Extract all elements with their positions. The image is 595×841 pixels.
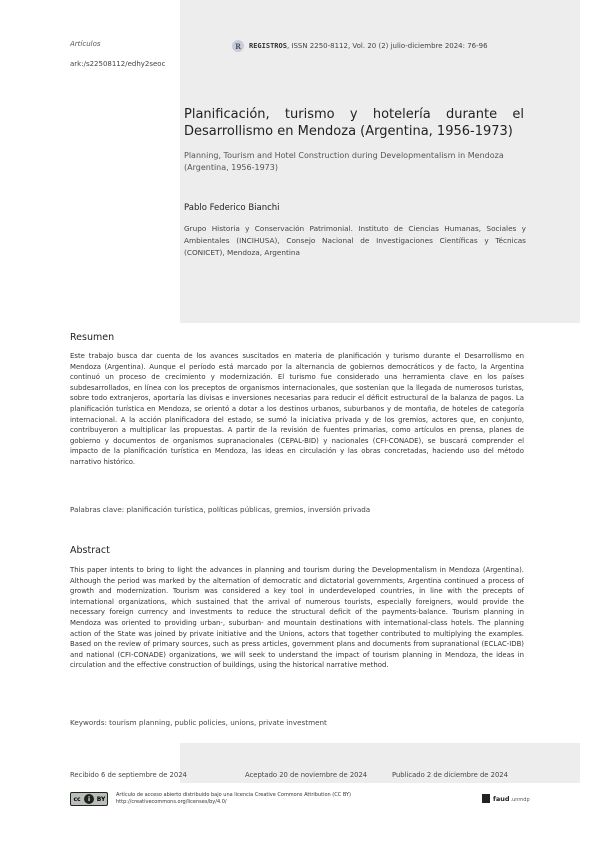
license-url[interactable]: http://creativecommons.org/licenses/by/4.0/ [116, 799, 227, 805]
keywords: Keywords: tourism planning, public policies, unions, private investment [70, 718, 327, 727]
palabras-clave: Palabras clave: planificación turística, políticas públicas, gremios, inversión privada [70, 505, 371, 514]
journal-header [232, 40, 488, 52]
author-affiliation: Grupo Historia y Conservación Patrimonial. Instituto de Ciencias Humanas, Sociales y Ambientales (INCIHUSA), Consejo Nacional de Investigaciones Científicas y Técnicas (CONICET), Mendoza, Argentina [184, 224, 526, 257]
resumen-heading: Resumen [70, 332, 115, 343]
received-date: Recibido 6 de septiembre de 2024 [70, 771, 187, 779]
publisher-logo [482, 794, 530, 803]
accepted-date: Aceptado 20 de noviembre de 2024 [245, 771, 368, 779]
cc-by-badge-icon[interactable] [70, 792, 108, 806]
abstract-heading: Abstract [70, 545, 110, 556]
publisher-name: faud [493, 794, 510, 803]
license-block [70, 792, 351, 806]
license-statement: Artículo de acceso abierto distribuido bajo una licencia Creative Commons Attribution (CC BY) [116, 792, 351, 798]
by-label: BY [96, 795, 106, 803]
journal-issue: , ISSN 2250-8112, Vol. 20 (2) julio-diciembre 2024: 76-96 [286, 42, 488, 50]
license-text [116, 792, 351, 806]
published-date: Publicado 2 de diciembre de 2024 [392, 771, 508, 779]
author-name: Pablo Federico Bianchi [184, 203, 280, 213]
journal-logo-icon: R [232, 40, 244, 52]
faud-mark-icon [482, 794, 490, 803]
journal-citation [249, 42, 488, 50]
cc-logo-icon: cc [73, 795, 81, 803]
article-title: Planificación, turismo y hotelería durante el Desarrollismo en Mendoza (Argentina, 1956-1973) [184, 107, 524, 139]
resumen-text: Este trabajo busca dar cuenta de los avances suscitados en materia de planificación y turismo durante el Desarrollismo en Mendoza (Argentina). Aunque el período está marcado por la alternancia de gobiernos democráticos y de facto, la Argentina continuó un proceso de crecimiento y modernización. El turismo fue considerado una herramienta clave en los países subdesarrollados, en línea con los preceptos de organismos internacionales, que sostenían que la llegada de numerosos turistas, sobre todo extranjeros, aportaría las divisas e inversiones necesarias para reducir el déficit estructural de la balanza de pagos. La planificación turística en Mendoza, se orientó a dotar a los destinos urbanos, suburbanos y de montaña, de hoteles de categoría internacional. A la acción planificadora del estado, se sumó la iniciativa privada y de los gremios, actores que, en conjunto, contribuyeron a multiplicar las propuestas. A partir de la revisión de fuentes primarias, como artículos en prensa, planes de gobierno y documentos de organismos supranacionales (CEPAL-BID) y nacionales (CFI-CONADE), se buscará comprender el impacto de la planificación turística en Mendoza, las ideas en circulación y las obras concretadas, haciendo uso del método narrativo histórico. [70, 352, 524, 466]
ark-identifier[interactable]: ark:/s22508112/edhy2seoc [70, 60, 166, 68]
abstract-text: This paper intents to bring to light the advances in planning and tourism during the Developmentalism in Mendoza (Argentina). Although the period was marked by the alternation of democratic and dictatorial governments, Argentina continued a process of growth and modernization. Tourism was considered a key tool in underdeveloped countries, in line with the precepts of international organizations, which sustained that the arrival of numerous tourists, especially foreigners, would provide the necessary foreign currency and investments to reduce the structural deficit of the payments-balance. Tourism planning in Mendoza was oriented to providing urban-, suburban- and mountain destinations with international-class hotels. The planning action of the State was joined by private initiative and the Unions, actors that together contributed to multiplying the examples. Based on the review of primary sources, such as press articles, government plans and documents from supranational (ECLAC-IDB) and national (CFI-CONADE) organizations, we will seek to understand the impact of tourism planning in Mendoza, the ideas in circulation and the effective construction of buildings, using the historical narrative method. [70, 566, 524, 670]
article-subtitle: Planning, Tourism and Hotel Construction during Developmentalism in Mendoza (Argentina, 1956-1973) [184, 151, 504, 172]
journal-name: REGISTROS [249, 42, 287, 50]
section-label: Artículos [70, 40, 101, 48]
publisher-suffix: .unmdp [510, 796, 530, 803]
attribution-icon: i [84, 794, 94, 804]
